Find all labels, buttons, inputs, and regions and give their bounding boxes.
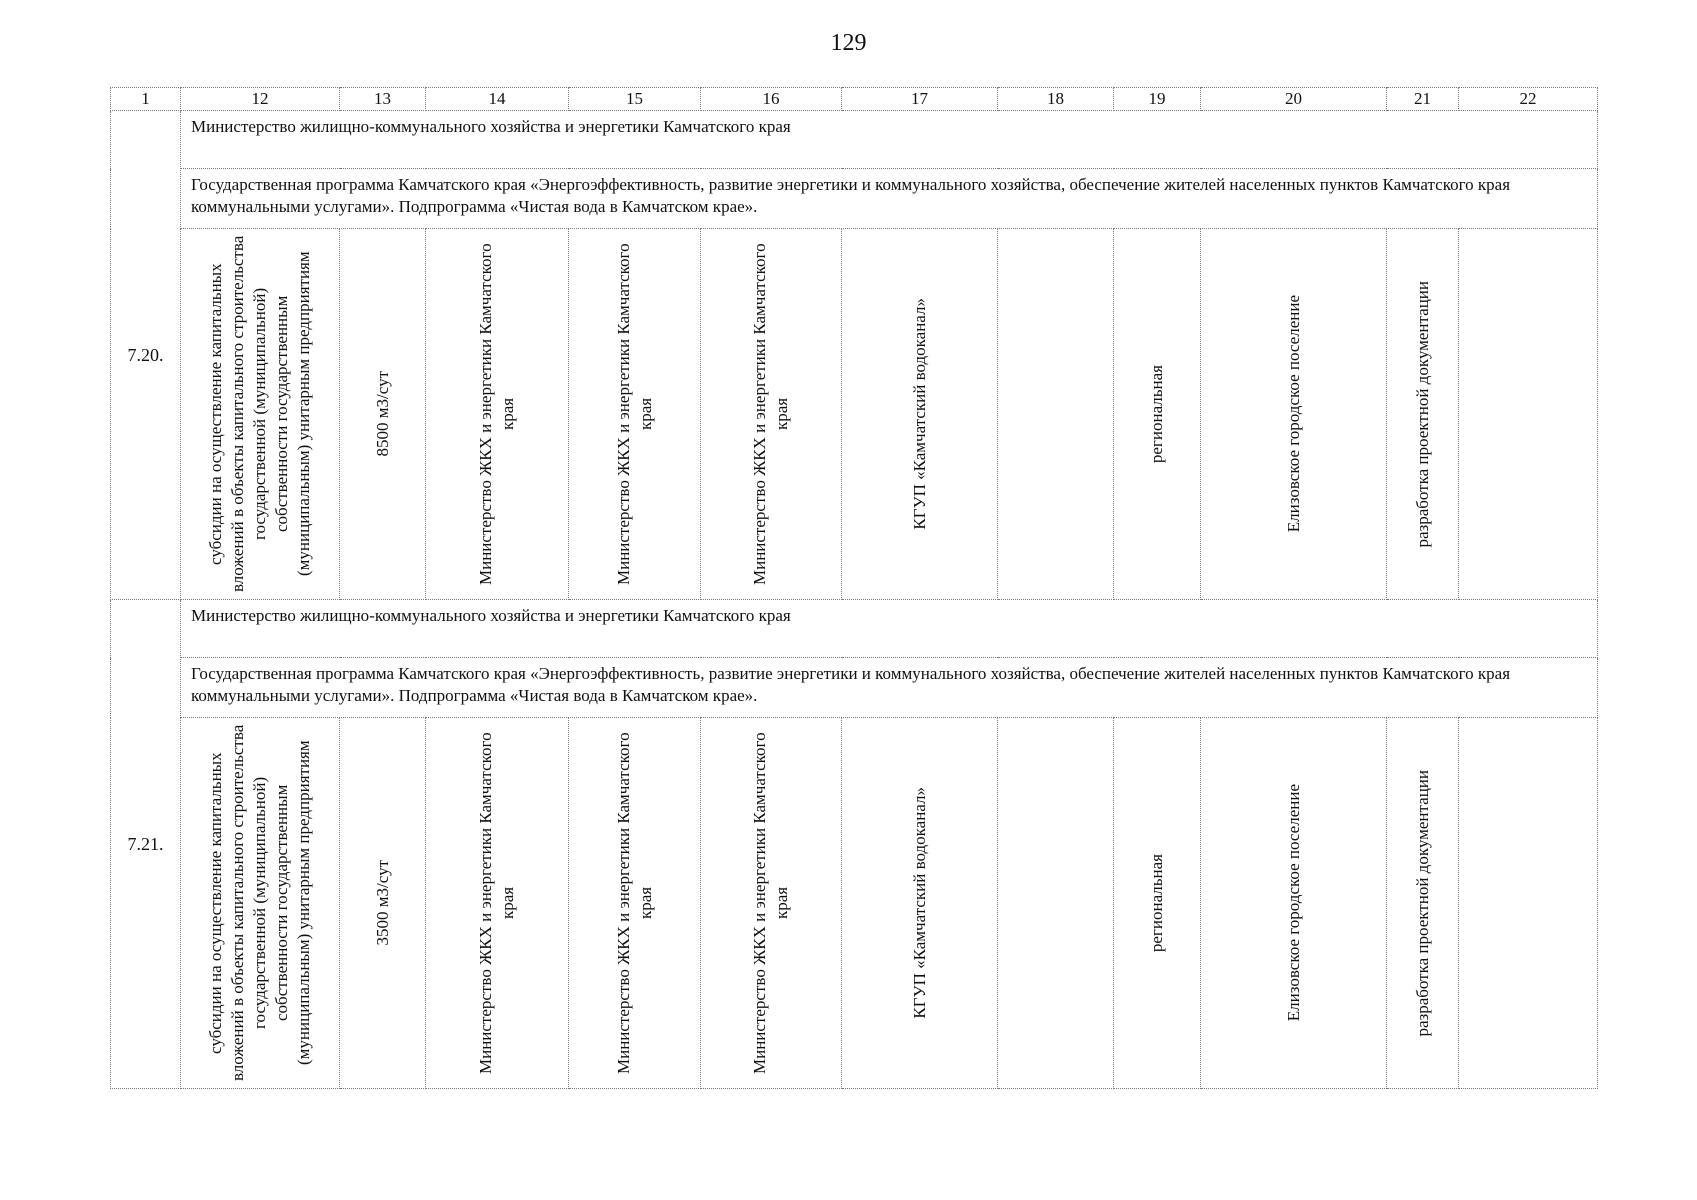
cell-col19: региональная [1114, 718, 1201, 1089]
column-header: 22 [1459, 88, 1598, 111]
cell-col17: КГУП «Камчатский водоканал» [842, 229, 998, 600]
column-header: 14 [426, 88, 569, 111]
cell-col16: Министерство ЖКХ и энергетики Камчатского края [701, 229, 842, 600]
ministry-row [111, 111, 1598, 169]
program-name: Государственная программа Камчатского края «Энергоэффективность, развитие энергетики и коммунального хозяйства, обеспечение жителей населенных пунктов Камчатского края коммунальными услугами». Подпрограмма «Чистая вода в Камчатском крае». [181, 169, 1598, 229]
cell-col12: субсидии на осуществление капитальных вложений в объекты капитального строительства государственной (муниципальной) собственности государственным (муниципальным) унитарным предприятиям [181, 229, 340, 600]
column-header: 19 [1114, 88, 1201, 111]
ministry-row [111, 600, 1598, 658]
ministry-name: Министерство жилищно-коммунального хозяйства и энергетики Камчатского края [181, 600, 1598, 658]
column-header: 1 [111, 88, 181, 111]
table-row [111, 229, 1598, 600]
cell-col15: Министерство ЖКХ и энергетики Камчатского края [569, 718, 701, 1089]
cell-col14: Министерство ЖКХ и энергетики Камчатского края [426, 229, 569, 600]
cell-col20: Елизовское городское поселение [1201, 718, 1387, 1089]
cell-col18 [998, 718, 1114, 1089]
cell-col15: Министерство ЖКХ и энергетики Камчатского края [569, 229, 701, 600]
cell-col13: 8500 м3/сут [340, 229, 426, 600]
cell-col21: разработка проектной документации [1387, 229, 1459, 600]
cell-col16: Министерство ЖКХ и энергетики Камчатского края [701, 718, 842, 1089]
data-table [110, 87, 1598, 1089]
cell-col12: субсидии на осуществление капитальных вложений в объекты капитального строительства государственной (муниципальной) собственности государственным (муниципальным) унитарным предприятиям [181, 718, 340, 1089]
cell-col17: КГУП «Камчатский водоканал» [842, 718, 998, 1089]
column-header: 20 [1201, 88, 1387, 111]
program-name: Государственная программа Камчатского края «Энергоэффективность, развитие энергетики и коммунального хозяйства, обеспечение жителей населенных пунктов Камчатского края коммунальными услугами». Подпрограмма «Чистая вода в Камчатском крае». [181, 658, 1598, 718]
column-header: 15 [569, 88, 701, 111]
column-header: 21 [1387, 88, 1459, 111]
cell-col20: Елизовское городское поселение [1201, 229, 1387, 600]
program-row [111, 658, 1598, 718]
ministry-name: Министерство жилищно-коммунального хозяйства и энергетики Камчатского края [181, 111, 1598, 169]
column-header: 18 [998, 88, 1114, 111]
entry-number: 7.20. [111, 111, 181, 600]
cell-col19: региональная [1114, 229, 1201, 600]
page-number: 129 [830, 30, 867, 56]
column-header: 17 [842, 88, 998, 111]
cell-col14: Министерство ЖКХ и энергетики Камчатского края [426, 718, 569, 1089]
cell-col21: разработка проектной документации [1387, 718, 1459, 1089]
program-row [111, 169, 1598, 229]
column-header: 12 [181, 88, 340, 111]
column-header: 13 [340, 88, 426, 111]
cell-col13: 3500 м3/сут [340, 718, 426, 1089]
column-header: 16 [701, 88, 842, 111]
column-header-row [111, 88, 1598, 111]
entry-number: 7.21. [111, 600, 181, 1089]
cell-col18 [998, 229, 1114, 600]
table-row [111, 718, 1598, 1089]
cell-col22 [1459, 718, 1598, 1089]
cell-col22 [1459, 229, 1598, 600]
